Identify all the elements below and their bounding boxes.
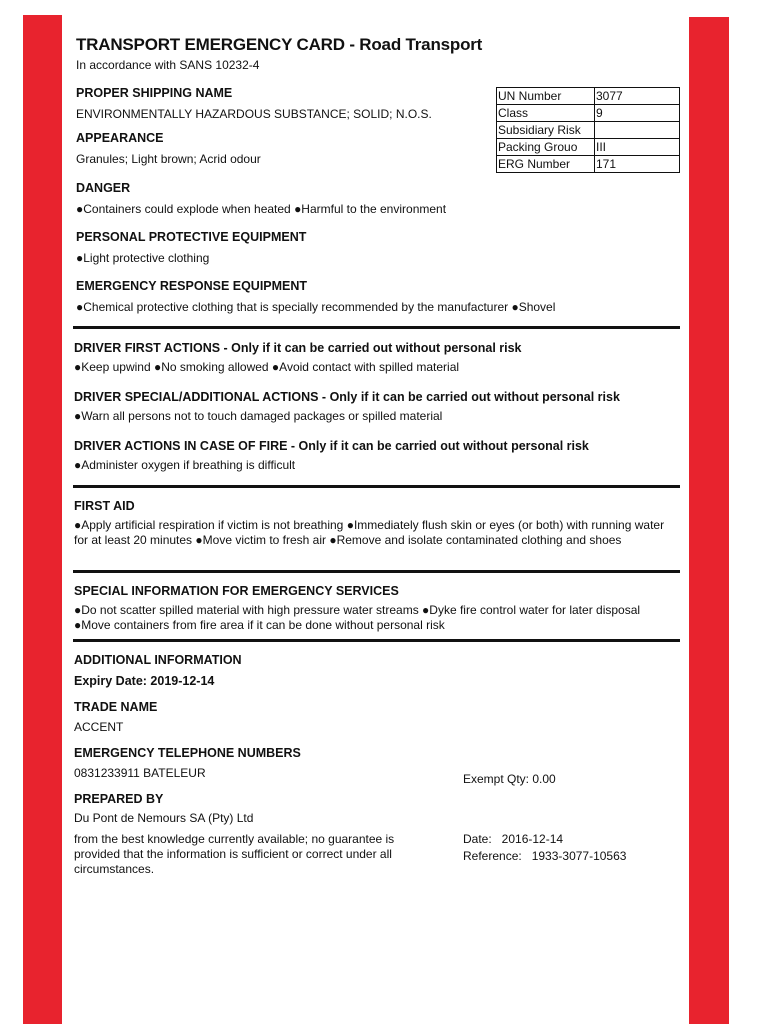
first-aid-text: ●Apply artificial respiration if victim is not breathing ●Immediately flush skin or eyes (or both) with running water for at least 20 minutes ●Move victim to fresh air ●Remove and isolate contaminated clothing and shoes bbox=[74, 518, 665, 547]
table-row bbox=[497, 88, 680, 105]
reference-number: Reference: 1933-3077-10563 bbox=[463, 849, 627, 863]
emergency-tel-heading: EMERGENCY TELEPHONE NUMBERS bbox=[74, 746, 301, 760]
emergency-tel-number: 0831233911 BATELEUR bbox=[74, 766, 206, 780]
exempt-quantity: Exempt Qty: 0.00 bbox=[463, 772, 556, 786]
driver-fire-heading: DRIVER ACTIONS IN CASE OF FIRE - Only if it can be carried out without personal risk bbox=[74, 439, 589, 453]
section-divider bbox=[73, 485, 680, 488]
prepared-date: Date: 2016-12-14 bbox=[463, 832, 564, 846]
ppe-text: ●Light protective clothing bbox=[76, 251, 210, 265]
packing-group-value: III bbox=[595, 139, 680, 156]
appearance-text: Granules; Light brown; Acrid odour bbox=[76, 152, 261, 166]
additional-info-heading: ADDITIONAL INFORMATION bbox=[74, 653, 242, 667]
driver-fire-text: ●Administer oxygen if breathing is difficult bbox=[74, 458, 296, 472]
subsidiary-risk-label: Subsidiary Risk bbox=[497, 122, 595, 139]
un-number-value: 3077 bbox=[595, 88, 680, 105]
class-label: Class bbox=[497, 105, 595, 122]
ere-heading: EMERGENCY RESPONSE EQUIPMENT bbox=[76, 279, 308, 293]
first-aid-heading: FIRST AID bbox=[74, 499, 135, 513]
special-info-heading: SPECIAL INFORMATION FOR EMERGENCY SERVICES bbox=[74, 584, 399, 598]
expiry-date: Expiry Date: 2019-12-14 bbox=[74, 674, 215, 688]
special-info-text: ●Do not scatter spilled material with high pressure water streams ●Dyke fire control water for later disposal ●Move containers from fire area if it can be done without personal risk bbox=[74, 603, 641, 632]
left-red-band bbox=[23, 15, 62, 1024]
driver-first-text: ●Keep upwind ●No smoking allowed ●Avoid contact with spilled material bbox=[74, 360, 460, 374]
erg-number-label: ERG Number bbox=[497, 156, 595, 173]
shipping-name-heading: PROPER SHIPPING NAME bbox=[76, 86, 233, 100]
class-value: 9 bbox=[595, 105, 680, 122]
table-row bbox=[497, 122, 680, 139]
packing-group-label: Packing Grouo bbox=[497, 139, 595, 156]
section-divider bbox=[73, 326, 680, 329]
un-number-label: UN Number bbox=[497, 88, 595, 105]
danger-text: ●Containers could explode when heated ●Harmful to the environment bbox=[76, 202, 447, 216]
driver-special-text: ●Warn all persons not to touch damaged packages or spilled material bbox=[74, 409, 443, 423]
erg-number-value: 171 bbox=[595, 156, 680, 173]
table-row bbox=[497, 156, 680, 173]
appearance-heading: APPEARANCE bbox=[76, 131, 164, 145]
driver-first-heading: DRIVER FIRST ACTIONS - Only if it can be carried out without personal risk bbox=[74, 341, 522, 355]
prepared-by-company: Du Pont de Nemours SA (Pty) Ltd bbox=[74, 811, 254, 825]
page-title: TRANSPORT EMERGENCY CARD - Road Transport bbox=[76, 35, 483, 54]
danger-heading: DANGER bbox=[76, 181, 131, 195]
disclaimer-text: from the best knowledge currently available; no guarantee is provided that the information is sufficient or correct under all circumstances. bbox=[74, 832, 395, 876]
shipping-name-text: ENVIRONMENTALLY HAZARDOUS SUBSTANCE; SOLID; N.O.S. bbox=[76, 107, 432, 121]
table-row bbox=[497, 105, 680, 122]
driver-special-heading: DRIVER SPECIAL/ADDITIONAL ACTIONS - Only if it can be carried out without personal risk bbox=[74, 390, 620, 404]
section-divider bbox=[73, 570, 680, 573]
prepared-by-heading: PREPARED BY bbox=[74, 792, 164, 806]
ere-text: ●Chemical protective clothing that is specially recommended by the manufacturer ●Shovel bbox=[76, 300, 556, 314]
table-row bbox=[497, 139, 680, 156]
trade-name-text: ACCENT bbox=[74, 720, 124, 734]
identification-table bbox=[496, 87, 680, 173]
ppe-heading: PERSONAL PROTECTIVE EQUIPMENT bbox=[76, 230, 307, 244]
right-red-band bbox=[689, 17, 729, 1024]
page-subtitle: In accordance with SANS 10232-4 bbox=[76, 58, 260, 72]
trade-name-heading: TRADE NAME bbox=[74, 700, 158, 714]
subsidiary-risk-value bbox=[595, 122, 680, 139]
section-divider bbox=[73, 639, 680, 642]
